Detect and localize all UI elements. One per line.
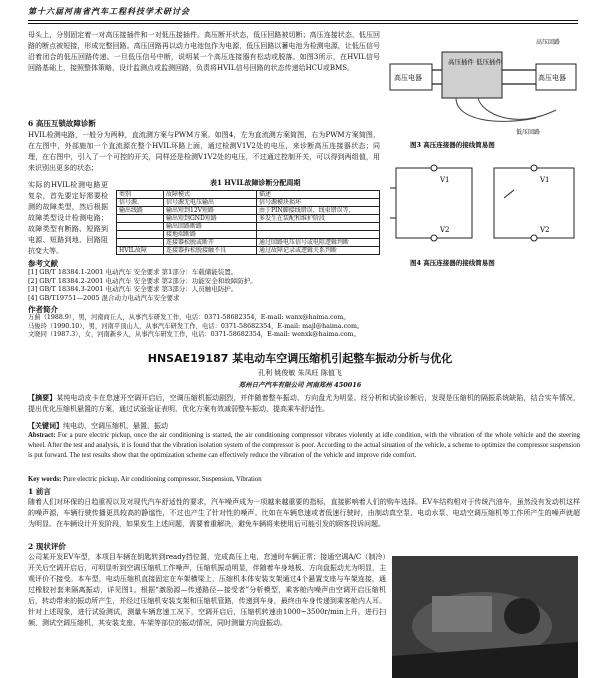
figure3-caption: 图3 高压连接器的接线简易图 — [410, 141, 495, 149]
table-header: 故障模式 — [164, 191, 257, 199]
fig3-label: 高压插件 低压插件 — [448, 58, 503, 66]
table-cell — [117, 231, 164, 239]
keywords-text: 纯电动，空调压缩机，悬置，振动 — [63, 422, 168, 430]
table-cell: 接地端断路 — [164, 231, 257, 239]
author-bio: 文晓同（1987.3），女，河南新乡人，从事汽车研发工作，电话：0371-58682354，E-mail: wenxk@haima.com。 — [28, 331, 360, 338]
author-bios — [28, 314, 588, 340]
dc-source-leads — [390, 188, 396, 218]
table-cell: 通过故障记录或逻辑关系判断 — [257, 247, 380, 255]
en-abstract-text: For a pure electric pickup, once the air conditioning is started, the air conditioning compressor vibrates violently at idle condition, with the vibration of the whole vehicle and the steering wheel. After the test and analysis, it is found that the vibration isolation system of the compressor is poor. According to the actual situation of the vehicle, a scheme to optimize the compressor suspension is put forward. The test results show that the optimization scheme can effectively reduce the vibration of the vehicle and improve ride comfort. — [28, 432, 581, 459]
table-cell — [117, 223, 164, 231]
switch-symbol — [504, 190, 514, 198]
reference-item: [2] GB/T 18384.2-2001 电动汽车 安全要求 第2部分：功能安全和故障防护。 — [28, 276, 257, 285]
fig4-label: V1 — [440, 176, 450, 184]
abstract — [28, 392, 580, 415]
section2-text: 公司某开发EV车型，本项目车辆在钥匙转到ready挡位置，完成高压上电，怠速时车辆正常；接通空调A/C（制冷）开关后空调开启后，可明显听到空调压缩机工作噪声，压缩机振动明显，伴随着车身地板、方向盘振动尤为明显，主观评价不接受。本车型，电动压缩机直接固定在车架横梁上，压缩机本体安装支架通过4个悬置支座与车架连接，通过橡胶衬套来隔离振动，详见图1。根据“激励源—传递路径—接受者”分析模型，乘客舱内噪声由空调开启压缩机后，转动带来的振动所产生，并经过压缩机安装支架和压缩机管路，传递到车身，最终由车身传递到乘客舱内人耳。针对上述现象，进行试验测试，测量车辆怠速工况下，空调开启后，压缩机转速由1000~3500r/min上升，进行扫频，测试空调压缩机，其安装支座、车架等部位的振动情况，同时测量方向盘振动。 — [28, 553, 386, 627]
section1-heading: 1 前言 — [28, 487, 51, 496]
paragraph-detection-schemes: HVIL检测电路，一般分为两种，直流测方案与PWM方案。如图4，左为直流测方案简图，右为PWM方案简图，在左图中，外部施加一个直流源在整个HVIL环路上面，通过检测V1V2处的电压，来诊断高压连接器状态；同理，在右图中，引入了一个可控的开关，同样还是检测V1V2处的电压，不过通过控制开关，可以得到两组值，用来识别出更多的状态； — [28, 131, 380, 172]
table-cell: 连接器松脱或断开 — [164, 239, 257, 247]
journal-header: 第十六届河南省汽车工程科技学术研讨会 — [28, 6, 190, 16]
table-row — [117, 223, 380, 231]
paragraph-fault-types: 实际的HVIL检测电路更复杂，首先要定好需要检测的故障类型，然后根据故障类型设计检测电路；故障类型有断路、短路到电源、短路到地、回路阻抗变大等。 — [28, 181, 108, 255]
section2-heading: 2 现状评价 — [28, 542, 66, 551]
photo-illustration — [392, 556, 578, 678]
fig4-label: V2 — [440, 226, 450, 234]
table-cell: 连接器拆松脱接触不良 — [164, 247, 257, 255]
table-header: 描述 — [257, 191, 380, 199]
node-v2 — [431, 235, 437, 241]
section6-heading: 6 高压互锁故障诊断 — [28, 119, 96, 128]
table-cell: 多发生在装配和维护阶段 — [257, 215, 380, 223]
figure3-wiring-diagram — [386, 30, 582, 140]
header-rule-thin — [28, 23, 578, 24]
references-list — [28, 268, 380, 302]
english-abstract — [28, 431, 580, 461]
table-cell: 输出线路 — [117, 207, 164, 215]
en-abstract-label: Abstract: — [28, 432, 56, 439]
table-cell — [117, 239, 164, 247]
reference-item: [3] GB/T 18384.3-2001 电动汽车 安全要求 第3部分：人员触电防护。 — [28, 285, 238, 293]
section1-text: 随着人们对环保的日趋重视以及对现代汽车舒适性的要求，汽车噪声成为一项越来越重要的指标，直接影响着人们的购车选择。EV车结构相对于传统汽油车，虽然没有发动机这样的噪声源，车辆行驶传播更具较高的静谧性，不过也产生了针对性的噪声。比如在车辆怠速或者低速行驶时，由制动真空泵、电动水泵、电动空调压缩机等工作所产生的噪声就超为明显。在车辆设计开发阶段，如果发生上述问题，需要着重解决，避免车辆将来使用后可能引发的顾客投诉问题。 — [28, 498, 580, 528]
authors-heading: 作者简介 — [28, 305, 58, 314]
pwm-loop — [494, 168, 574, 238]
table-row — [117, 239, 380, 247]
table-header: 类别 — [117, 191, 164, 199]
en-keywords-text: Pure electric pickup, Air conditioning compressor, Suspension, Vibration — [63, 476, 262, 483]
table-cell: 输出短到12V短路 — [164, 207, 257, 215]
abstract-label: 【摘要】 — [28, 393, 57, 402]
dc-loop — [396, 168, 472, 238]
table-cell: 由于PIN脚接线错误、线束错误等， — [257, 207, 380, 215]
table-row — [117, 247, 380, 255]
author-bio: 万蓟（1988.9），男，河南商丘人，从事汽车研发工作，电话：0371-58682354，E-mail: wanx@haima.com。 — [28, 314, 350, 321]
header-rule — [28, 20, 578, 21]
en-keywords-label: Key words: — [28, 476, 62, 483]
paragraph-hvil-circuit: 母头上，分别固定着一对高压接插件和一对低压接插件。高压断开状态，低压回路被切断；高压连接状态，低压回路的断点被短接，形成完整回路。高压回路再以动力电池包作为电源，低压回路以蓄电池为检测电源，让低压信号沿着闭合的低压回路传递。一旦低压信号中断，说明某一个高压连接器有松动或脱落。如图3所示，在HVIL信号回路基础上，接照整体策略，设计监测点或监测回路，负责将HVIL信号回路的状态传递给HCU或BMS。 — [28, 31, 380, 72]
table-row — [117, 231, 380, 239]
hvil-fault-table — [116, 190, 380, 255]
fig3-label: 高压电器 — [538, 74, 566, 82]
table-row — [117, 215, 380, 223]
lv-wires — [456, 98, 556, 121]
table-cell: 信号源模块损坏 — [257, 199, 380, 207]
node-v1 — [431, 165, 437, 171]
table-row — [117, 207, 380, 215]
reference-item: [1] GB/T 18384.1-2001 电动汽车 安全要求 第1部分：车载储能装置。 — [28, 268, 238, 276]
table-title: 表1 HVIL故障诊断分配周期 — [210, 178, 301, 187]
fig3-label: 低压回路 — [516, 129, 541, 136]
table-cell: 通过回路电压信号或电阻逻辑判断 — [257, 239, 380, 247]
author-bio: 马俊玲（1990.10），男，河南平顶山人，从事汽车研发工作，电话：0371-58682354，E-mail: majl@haima.com。 — [28, 322, 364, 330]
keywords-label: 【关键词】 — [28, 421, 63, 430]
table-cell: 信号源、 — [117, 199, 164, 207]
table-row — [117, 199, 380, 207]
article-title: HNSAE19187 某电动车空调压缩机引起整车振动分析与优化 — [147, 352, 453, 365]
table-cell: HVIL故障 — [117, 247, 164, 255]
article-affiliation: 郑州日产汽车有限公司 河南郑州 450016 — [238, 381, 362, 389]
node-v1 — [531, 165, 537, 171]
reference-item: [4] GB/T19751—2005 混合动力电动汽车安全要求 — [28, 293, 180, 302]
references-heading: 参考文献 — [28, 259, 58, 268]
figure4-detection-circuit — [386, 158, 582, 256]
table-cell — [257, 231, 380, 239]
fig3-label: 高压电器 — [394, 74, 422, 82]
table-cell: 输出短到GND短路 — [164, 215, 257, 223]
figure4-caption: 图4 高压连接器的接线简易图 — [410, 259, 495, 267]
table-cell — [257, 223, 380, 231]
english-keywords — [28, 474, 580, 485]
fig3-label: 高压回路 — [536, 39, 561, 46]
article-authors: 孔利 姚俊敏 朱凤旺 陈值飞 — [258, 369, 342, 377]
abstract-text: 某纯电动皮卡在怠速开空调开启后，空调压缩机振动剧烈，并伴随着整车振动、方向盘尤为明显。经分析和试验诊断后，发现是压缩机的隔振系统缺陷，结合实车情况，提出优化压缩机悬置的方案，通过试验验证表明，优化方案有效减弱整车振动，提高乘车舒适性。 — [28, 394, 580, 413]
fig4-label: V2 — [540, 226, 550, 234]
node-v2 — [531, 235, 537, 241]
vehicle-photo — [392, 556, 578, 678]
fig4-label: V1 — [540, 176, 550, 184]
table-cell: 信号源无电压输出 — [164, 199, 257, 207]
table-cell: 输出回路断路 — [164, 223, 257, 231]
table-cell — [117, 215, 164, 223]
